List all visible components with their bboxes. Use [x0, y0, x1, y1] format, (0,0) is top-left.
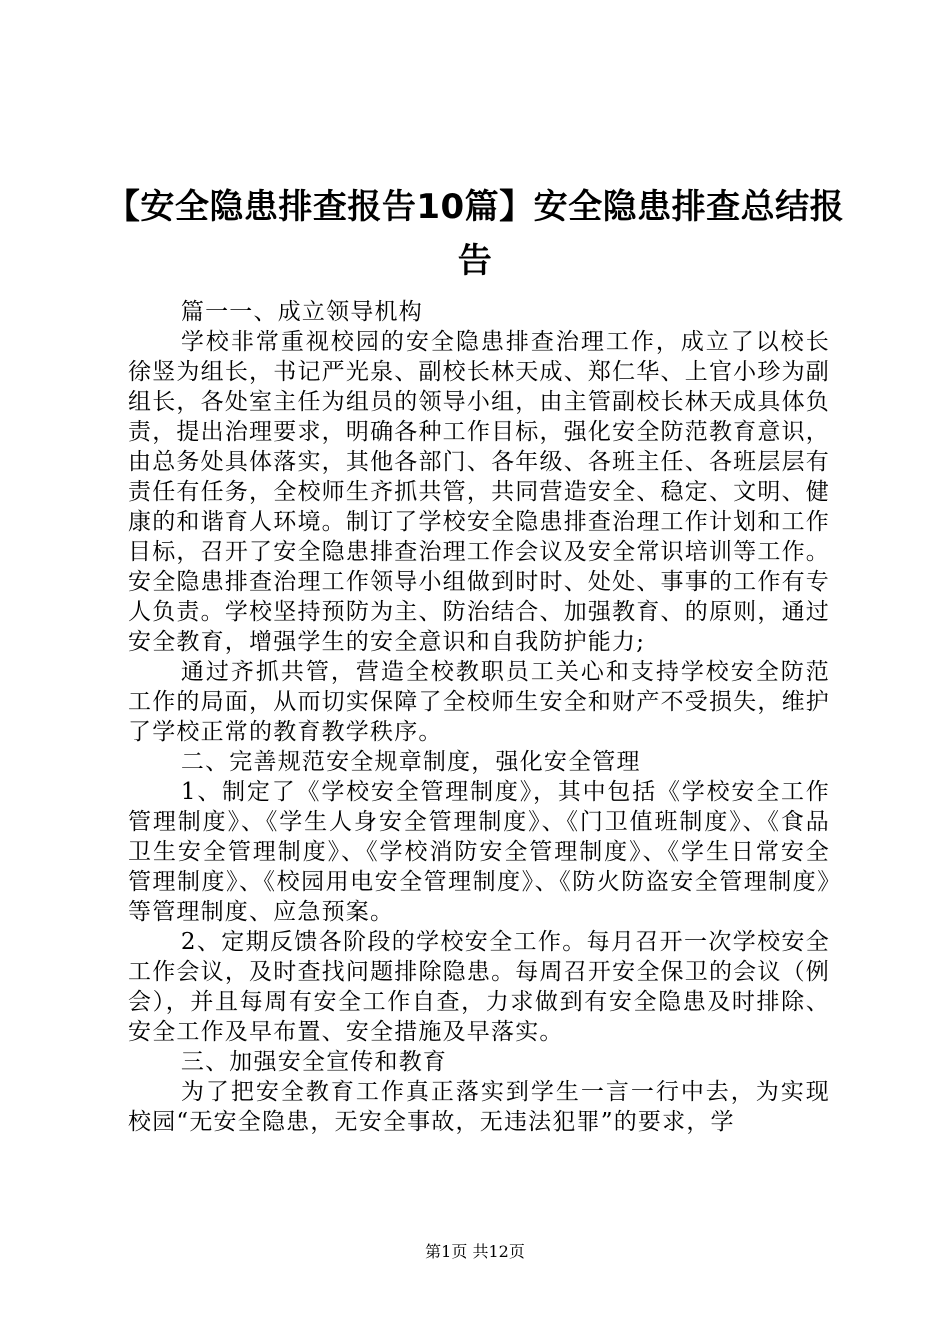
paragraph: 为了把安全教育工作真正落实到学生一言一行中去，为实现校园“无安全隐患，无安全事故，无违法犯罪”的要求，学: [128, 1079, 830, 1135]
paragraph: 2、定期反馈各阶段的学校安全工作。每月召开一次学校安全工作会议，及时查找问题排除隐患。每周召开安全保卫的会议（例会），并且每周有安全工作自查，力求做到有安全隐患及时排除、安全工作及早布置、安全措施及早落实。: [128, 929, 830, 1045]
paragraph: 学校非常重视校园的安全隐患排查治理工作，成立了以校长徐竖为组长，书记严光泉、副校长林天成、郑仁华、上官小珍为副组长，各处室主任为组员的领导小组，由主管副校长林天成具体负责，提出治理要求，明确各种工作目标，强化安全防范教育意识，由总务处具体落实，其他各部门、各年级、各班主任、各班层层有责任有任务，全校师生齐抓共管，共同营造安全、稳定、文明、健康的和谐育人环境。制订了学校安全隐患排查治理工作计划和工作目标，召开了安全隐患排查治理工作会议及安全常识培训等工作。安全隐患排查治理工作领导小组做到时时、处处、事事的工作有专人负责。学校坚持预防为主、防治结合、加强教育、的原则，通过安全教育，增强学生的安全意识和自我防护能力;: [128, 329, 830, 655]
paragraph: 篇一一、成立领导机构: [180, 299, 423, 325]
paragraph: 通过齐抓共管，营造全校教职员工关心和支持学校安全防范工作的局面，从而切实保障了全校师生安全和财产不受损失，维护了学校正常的教育教学秩序。: [128, 659, 830, 745]
page-number: 第1页: [425, 1242, 468, 1261]
section-heading: 二、完善规范安全规章制度，强化安全管理: [180, 749, 641, 775]
document-body: [128, 297, 830, 1137]
page-total: 共12页: [472, 1242, 525, 1261]
page-footer: [0, 1242, 950, 1262]
section-heading: 三、加强安全宣传和教育: [180, 1049, 448, 1075]
document-title: 【安全隐患排查报告10篇】安全隐患排查总结报告: [105, 187, 845, 281]
paragraph: 1、制定了《学校安全管理制度》，其中包括《学校安全工作管理制度》、《学生人身安全管理制度》、《门卫值班制度》、《食品卫生安全管理制度》、《学校消防安全管理制度》、《学生日常安全管理制度》、《校园用电安全管理制度》、《防火防盗安全管理制度》等管理制度、应急预案。: [128, 779, 830, 925]
